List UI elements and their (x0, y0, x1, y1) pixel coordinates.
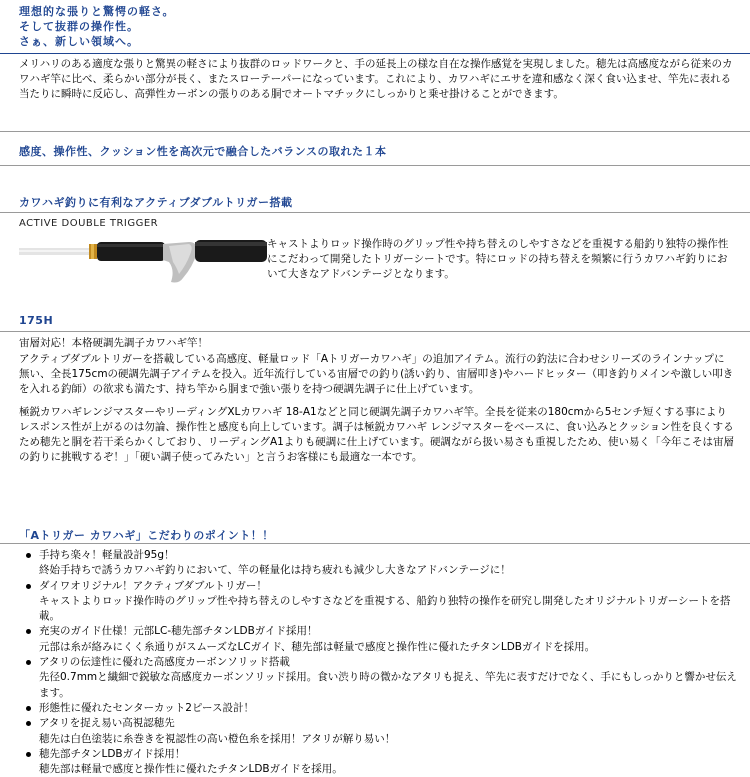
model-subtitle: 宙層対応！本格硬調先調子カワハギ竿！ (19, 337, 208, 349)
point-title: 充実のガイド仕様！元部LC-穂先部チタンLDBガイド採用！ (39, 625, 318, 638)
divider (0, 212, 750, 213)
divider (0, 165, 750, 166)
header-line-2: そして抜群の操作性。 (19, 20, 139, 33)
list-item (19, 624, 739, 655)
feature-label-en: ACTIVE DOUBLE TRIGGER (19, 218, 159, 229)
intro-text: メリハリのある適度な張りと驚異の軽さにより抜群のロッドワークと、手の延長上の様な自在な操作感覚を実現しました。穂先は高感度ながら従来のカワハギ竿に比べ、柔らかい部分が長く、またスローテーパーになっています。これにより、カワハギにエサを違和感なく深く食い込ませ、竿先に表れる当たりに瞬時に反応し、高弾性カーボンの張りのある胴でオートマチックにしっかりと乗せ掛けることができます。 (19, 58, 733, 100)
list-item (19, 548, 739, 579)
points-list (19, 548, 739, 777)
points-heading: 「Aトリガー カワハギ」こだわりのポイント！！ (19, 529, 274, 542)
point-title: 手持ち楽々！軽量設計95g！ (39, 549, 175, 561)
point-title: アタリを捉え易い高視認穂先 (39, 717, 175, 730)
model-description-1: アクティブダブルトリガーを搭載している高感度、軽量ロッド「Aトリガーカワハギ」の追加アイテム。流行の釣法に合わせシリーズのラインナップに無い、全長175cmの硬調先調子アイテムを投入。近年流行している宙層での釣り(誘い釣り、宙層叩き)やハードヒッター（叩き釣りメインや激しい叩きを入れる釣師）の欲求も満たす、持ち竿から胴まで強い張りを持つ硬調先調子に仕上げています。 (19, 353, 734, 395)
point-title: 形態性に優れたセンターカット2ピース設計！ (39, 701, 254, 714)
point-detail: キャストよりロッド操作時のグリップ性や持ち替えのしやすさなどを重視する、船釣り独特の操作を研究し開発したオリジナルトリガーシートを搭載。 (39, 594, 731, 623)
list-item (19, 747, 739, 777)
point-detail: 穂先は白色塗装に糸巻きを視認性の高い橙色糸を採用！アタリが解り易い！ (39, 732, 396, 745)
point-detail: 元部は糸が絡みにくく糸通りがスムーズなLCガイド、穂先部は軽量で感度と操作性に優れたチタンLDBガイドを採用。 (39, 640, 596, 653)
feature-description: キャストよりロッド操作時のグリップ性や持ち替えのしやすさなどを重視する船釣り独特の操作性にこだわって開発したトリガーシートです。特にロッドの持ち替えを頻繁に行うカワハギ釣りにおいて大きなアドバンテージとなります。 (267, 238, 729, 280)
point-detail: 穂先部は軽量で感度と操作性に優れたチタンLDBガイドを採用。 (39, 763, 343, 776)
model-name: 175H (19, 314, 54, 327)
rod-grip-image (19, 230, 267, 286)
point-title: 穂先部チタンLDBガイド採用！ (39, 747, 186, 760)
point-detail: 先径0.7mmと繊細で鋭敏な高感度カーボンソリッド採用。食い渋り時の微かなアタリも捉え、竿先に表すだけでなく、手にもしっかりと響かせ伝えます。 (39, 671, 737, 699)
list-item (19, 716, 739, 747)
divider (0, 131, 750, 132)
header-line-1: 理想的な張りと驚愕の軽さ。 (19, 5, 175, 18)
point-title: ダイワオリジナル！アクティブダブルトリガー！ (39, 579, 267, 592)
header-banner (0, 0, 750, 54)
header-line-3: さぁ、新しい領域へ。 (19, 35, 139, 48)
tagline: 感度、操作性、クッション性を高次元で融合したバランスの取れた１本 (19, 145, 387, 158)
list-item (19, 579, 739, 625)
model-description-2: 極鋭カワハギレンジマスターやリーディングXLカワハギ 18-A1などと同じ硬調先調子カワハギ竿。全長を従来の180cmから5センチ短くする事によりレスポンス性が上がるのは勿論、操作性と感度も向上しています。調子は極鋭カワハギ レンジマスターをベースに、食い込みとクッション性を良くするため穂先と胴を若干柔らかくしており、リーディングA1よりも硬調に仕上げています。硬調ながら扱い易さも重視したため、使い易く「今年こそは宙層の釣りに挑戦するぞ！」「硬い調子使ってみたい」と言うお客様にも最適な一本です。 (19, 406, 735, 463)
list-item (19, 701, 739, 716)
header-rule (0, 53, 750, 54)
list-item (19, 655, 739, 701)
divider (0, 331, 750, 332)
point-title: アタリの伝達性に優れた高感度カーボンソリッド搭載 (39, 656, 290, 669)
feature-heading: カワハギ釣りに有利なアクティブダブルトリガー搭載 (19, 196, 293, 209)
divider (0, 543, 750, 544)
point-detail: 終始手持ちで誘うカワハギ釣りにおいて、竿の軽量化は持ち疲れも減少し大きなアドバンテージに！ (39, 564, 511, 577)
